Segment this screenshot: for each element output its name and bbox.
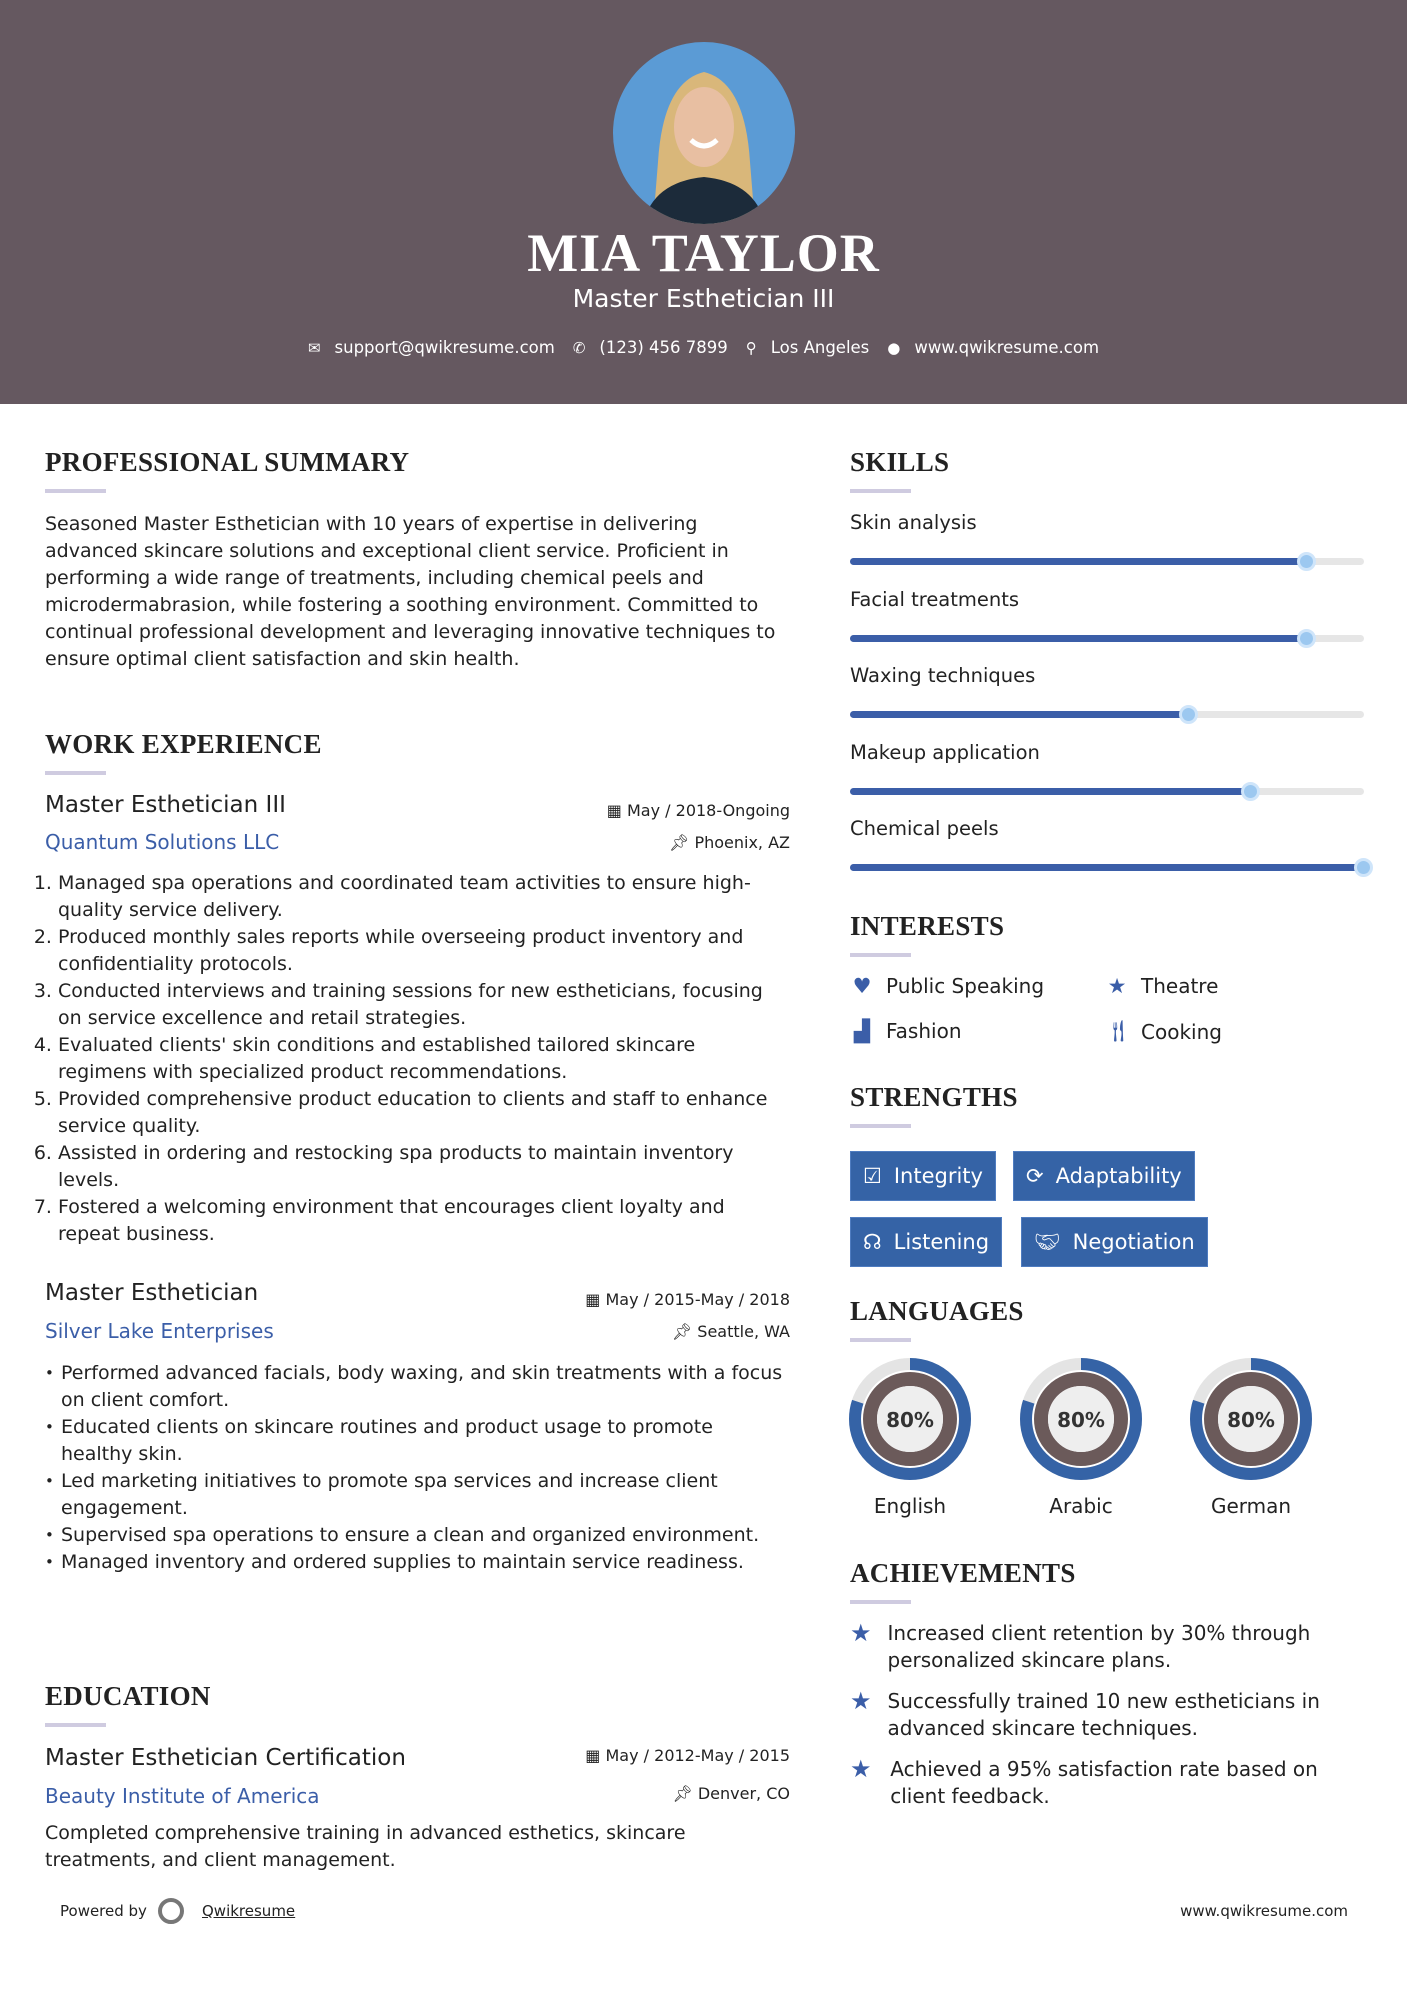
summary-heading: PROFESSIONAL SUMMARY bbox=[45, 447, 410, 477]
skill-bar-fill bbox=[850, 788, 1251, 795]
phone: (123) 456 7899 bbox=[599, 338, 728, 357]
heartbeat-icon: ♥ bbox=[852, 974, 872, 998]
shooting-star-icon: ★ bbox=[850, 1619, 872, 1647]
company-name: Quantum Solutions LLC bbox=[45, 830, 280, 854]
list-item: • Managed inventory and ordered supplies to maintain service readiness. bbox=[43, 1549, 788, 1576]
heading-underline bbox=[45, 771, 106, 775]
heading-underline bbox=[850, 953, 911, 957]
skill-label: Waxing techniques bbox=[850, 664, 1036, 687]
skill-bar-fill bbox=[850, 635, 1307, 642]
skill-knob bbox=[1354, 858, 1373, 877]
skill-bar bbox=[850, 864, 1364, 871]
qwikresume-logo-icon bbox=[158, 1898, 184, 1924]
strength-adaptability: ⟳ Adaptability bbox=[1013, 1151, 1195, 1201]
refresh-icon: ⟳ bbox=[1026, 1164, 1044, 1188]
pin-icon: 📌︎ bbox=[669, 833, 695, 852]
skill-bar-fill bbox=[850, 558, 1307, 565]
job-title: Master Esthetician bbox=[45, 1280, 259, 1306]
skill-label: Skin analysis bbox=[850, 511, 977, 534]
language-name: German bbox=[1210, 1494, 1292, 1518]
footer-url[interactable]: www.qwikresume.com bbox=[1180, 1902, 1348, 1920]
achievements-heading: ACHIEVEMENTS bbox=[850, 1558, 1076, 1588]
pin-icon: 📌︎ bbox=[672, 1784, 698, 1803]
donut-label: 80% bbox=[886, 1408, 934, 1432]
list-item: 2. Produced monthly sales reports while overseeing product inventory and confidentiality protocols. bbox=[58, 924, 785, 978]
email[interactable]: support@qwikresume.com bbox=[334, 338, 555, 357]
achievement-item: ★ Achieved a 95% satisfaction rate based on client feedback. bbox=[850, 1755, 1318, 1808]
achievement-item: ★ Increased client retention by 30% through personalized skincare plans. bbox=[850, 1619, 1311, 1672]
degree: Master Esthetician Certification bbox=[45, 1745, 406, 1771]
list-item: • Supervised spa operations to ensure a clean and organized environment. bbox=[43, 1522, 788, 1549]
list-item: • Performed advanced facials, body waxing, and skin treatments with a focus on client comfort. bbox=[43, 1360, 788, 1414]
job-location: 📌︎ Phoenix, AZ bbox=[669, 833, 790, 852]
list-item: • Led marketing initiatives to promote spa services and increase client engagement. bbox=[43, 1468, 788, 1522]
language-name: English bbox=[873, 1494, 947, 1518]
skill-knob bbox=[1297, 552, 1316, 571]
job-title: Master Esthetician III bbox=[45, 792, 286, 818]
list-item: • Educated clients on skincare routines and product usage to promote healthy skin. bbox=[43, 1414, 788, 1468]
job-location: 📌︎ Seattle, WA bbox=[671, 1322, 790, 1341]
strength-negotiation: 🤝︎ Negotiation bbox=[1021, 1217, 1208, 1267]
list-item: 4. Evaluated clients' skin conditions and established tailored skincare regimens with specialized product recommendations. bbox=[58, 1032, 785, 1086]
education-text: Completed comprehensive training in advanced esthetics, skincare treatments, and client management. bbox=[45, 1822, 686, 1871]
list-item: 5. Provided comprehensive product education to clients and staff to enhance service quality. bbox=[58, 1086, 785, 1140]
map-marker-icon: ⚲ bbox=[745, 338, 757, 357]
heading-underline bbox=[850, 1600, 911, 1604]
candidate-title: Master Esthetician III bbox=[572, 284, 835, 313]
skill-label: Facial treatments bbox=[850, 587, 1020, 611]
skill-bar bbox=[850, 635, 1364, 642]
skill-knob bbox=[1297, 629, 1316, 648]
list-item: 7. Fostered a welcoming environment that encourages client loyalty and repeat business. bbox=[58, 1194, 785, 1248]
skill-bar-fill bbox=[850, 864, 1364, 871]
achievement-item: ★ Successfully trained 10 new estheticians in advanced skincare techniques. bbox=[850, 1687, 1320, 1740]
heading-underline bbox=[45, 1723, 106, 1727]
company-name: Silver Lake Enterprises bbox=[45, 1319, 274, 1343]
skill-label: Makeup application bbox=[850, 740, 1040, 764]
list-item: 6. Assisted in ordering and restocking spa products to maintain inventory levels. bbox=[58, 1140, 785, 1194]
powered-by: Powered by bbox=[60, 1902, 147, 1920]
list-item: 3. Conducted interviews and training sessions for new estheticians, focusing on service excellence and retail strategies. bbox=[58, 978, 785, 1032]
brand-link[interactable]: Qwikresume bbox=[202, 1902, 296, 1920]
language-donut bbox=[845, 1354, 975, 1484]
skill-bar-fill bbox=[850, 711, 1189, 718]
languages-heading: LANGUAGES bbox=[850, 1296, 1024, 1326]
interest-cooking: 🍴︎ Cooking bbox=[1105, 1019, 1222, 1044]
star-icon: ★ bbox=[1107, 974, 1127, 998]
shooting-star-icon: ★ bbox=[850, 1755, 872, 1783]
header-banner bbox=[0, 0, 1407, 404]
strength-integrity: ☑ Integrity bbox=[850, 1151, 996, 1201]
school-name: Beauty Institute of America bbox=[45, 1784, 320, 1808]
summary-text: Seasoned Master Esthetician with 10 years of expertise in delivering advanced skincare solutions and exceptional client service. Proficient in performing a wide range of treatments, including chemical peels and microdermabrasion, while fostering a soothing environment. Committed to continual professional development and leveraging innovative techniques to ensure optimal client satisfaction and skin health. bbox=[45, 513, 776, 670]
interest-public-speaking: ♥ Public Speaking bbox=[850, 974, 1044, 998]
language-name: Arabic bbox=[1049, 1494, 1113, 1518]
skill-knob bbox=[1179, 705, 1198, 724]
utensils-icon: 🍴︎ bbox=[1105, 1019, 1132, 1043]
profile-photo bbox=[613, 42, 795, 224]
website[interactable]: www.qwikresume.com bbox=[914, 338, 1100, 357]
language-donut bbox=[1016, 1354, 1146, 1484]
language-donut bbox=[1186, 1354, 1316, 1484]
job-duties bbox=[40, 870, 785, 1248]
envelope-icon: ✉ bbox=[307, 338, 321, 357]
heading-underline bbox=[850, 1338, 911, 1342]
interest-theatre: ★ Theatre bbox=[1105, 974, 1218, 998]
phone-icon: ✆ bbox=[572, 338, 586, 357]
contact-row bbox=[0, 338, 1407, 357]
education-heading: EDUCATION bbox=[45, 1681, 211, 1711]
donut-label: 80% bbox=[1057, 1408, 1105, 1432]
experience-heading: WORK EXPERIENCE bbox=[45, 729, 322, 759]
list-item: 1. Managed spa operations and coordinated team activities to ensure high-quality service delivery. bbox=[58, 870, 785, 924]
skill-bar bbox=[850, 788, 1364, 795]
skills-heading: SKILLS bbox=[850, 447, 950, 477]
calendar-icon: ▦ bbox=[585, 1746, 606, 1765]
job-dates: ▦ May / 2015-May / 2018 bbox=[585, 1290, 790, 1309]
job-duties bbox=[43, 1360, 788, 1576]
edu-dates: ▦ May / 2012-May / 2015 bbox=[585, 1746, 790, 1765]
heading-underline bbox=[45, 489, 106, 493]
check-square-icon: ☑ bbox=[863, 1164, 882, 1188]
interest-fashion: ▟ Fashion bbox=[850, 1019, 962, 1043]
job-dates: ▦ May / 2018-Ongoing bbox=[606, 801, 790, 820]
skill-label: Chemical peels bbox=[850, 817, 999, 840]
globe-icon: ● bbox=[887, 338, 901, 357]
heading-underline bbox=[850, 1124, 911, 1128]
shooting-star-icon: ★ bbox=[850, 1687, 872, 1715]
interests-heading: INTERESTS bbox=[850, 911, 1005, 941]
skill-knob bbox=[1241, 782, 1260, 801]
location: Los Angeles bbox=[770, 338, 870, 357]
candidate-name: MIA TAYLOR bbox=[527, 223, 880, 283]
edu-location: 📌︎ Denver, CO bbox=[672, 1784, 790, 1803]
skill-bar bbox=[850, 711, 1364, 718]
heading-underline bbox=[850, 489, 911, 493]
strength-listening: ☊ Listening bbox=[850, 1217, 1002, 1267]
donut-label: 80% bbox=[1227, 1408, 1275, 1432]
skill-bar bbox=[850, 558, 1364, 565]
calendar-icon: ▦ bbox=[585, 1290, 606, 1309]
shopping-bag-icon: ▟ bbox=[853, 1019, 871, 1043]
pin-icon: 📌︎ bbox=[671, 1322, 698, 1341]
calendar-icon: ▦ bbox=[606, 801, 627, 820]
handshake-icon: 🤝︎ bbox=[1034, 1229, 1061, 1254]
strengths-heading: STRENGTHS bbox=[850, 1082, 1018, 1112]
headphones-icon: ☊ bbox=[863, 1230, 882, 1254]
